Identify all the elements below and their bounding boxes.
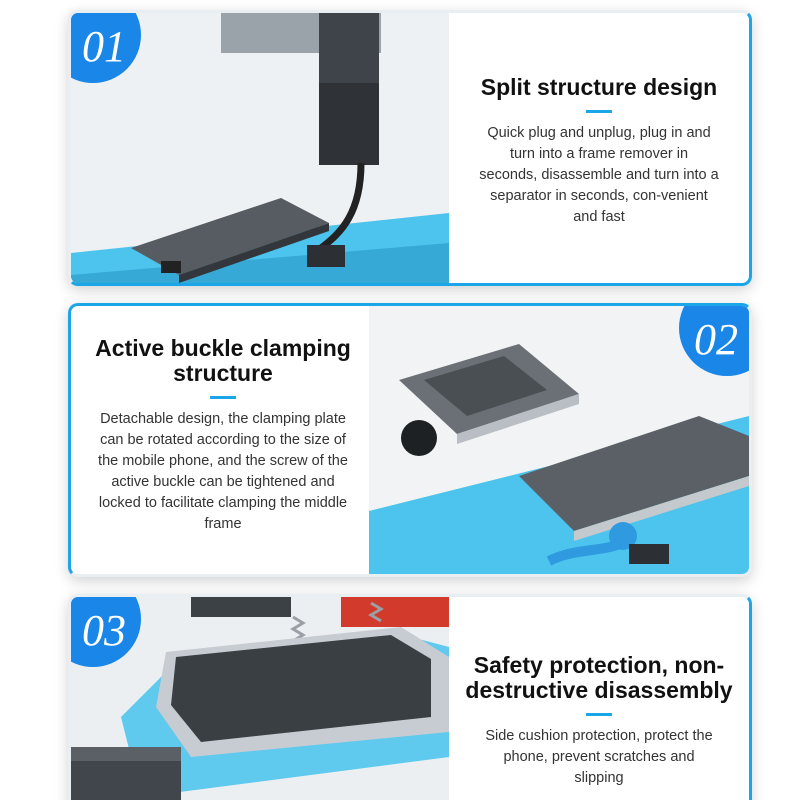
feature-card-1 [68,10,752,286]
feature-description: Quick plug and unplug, plug in and turn into a frame remover in seconds, disassemble and turn into a separator in seconds, con-venient and fast [479,125,719,225]
feature-title: Safety protection, non-destructive disassembly [465,652,733,703]
feature-title: Split structure design [480,74,718,100]
feature-text-1 [449,13,749,283]
title-underline [586,713,612,716]
feature-text-2 [71,306,375,574]
feature-number-badge: 02 [679,303,752,376]
feature-number-badge: 01 [68,10,141,83]
feature-description: Side cushion protection, protect the phone, prevent scratches and slipping [485,728,713,786]
feature-number-badge: 03 [68,594,141,667]
feature-card-3 [68,594,752,800]
feature-title: Active buckle clamping structure [95,335,351,386]
feature-text-3 [449,597,749,800]
feature-card-2 [68,303,752,577]
feature-description: Detachable design, the clamping plate can be rotated according to the size of the mobile phone, and the screw of the active buckle can be tightened and locked to facilitate clamping the middle frame [98,411,348,532]
title-underline [586,110,612,113]
title-underline [210,396,236,399]
